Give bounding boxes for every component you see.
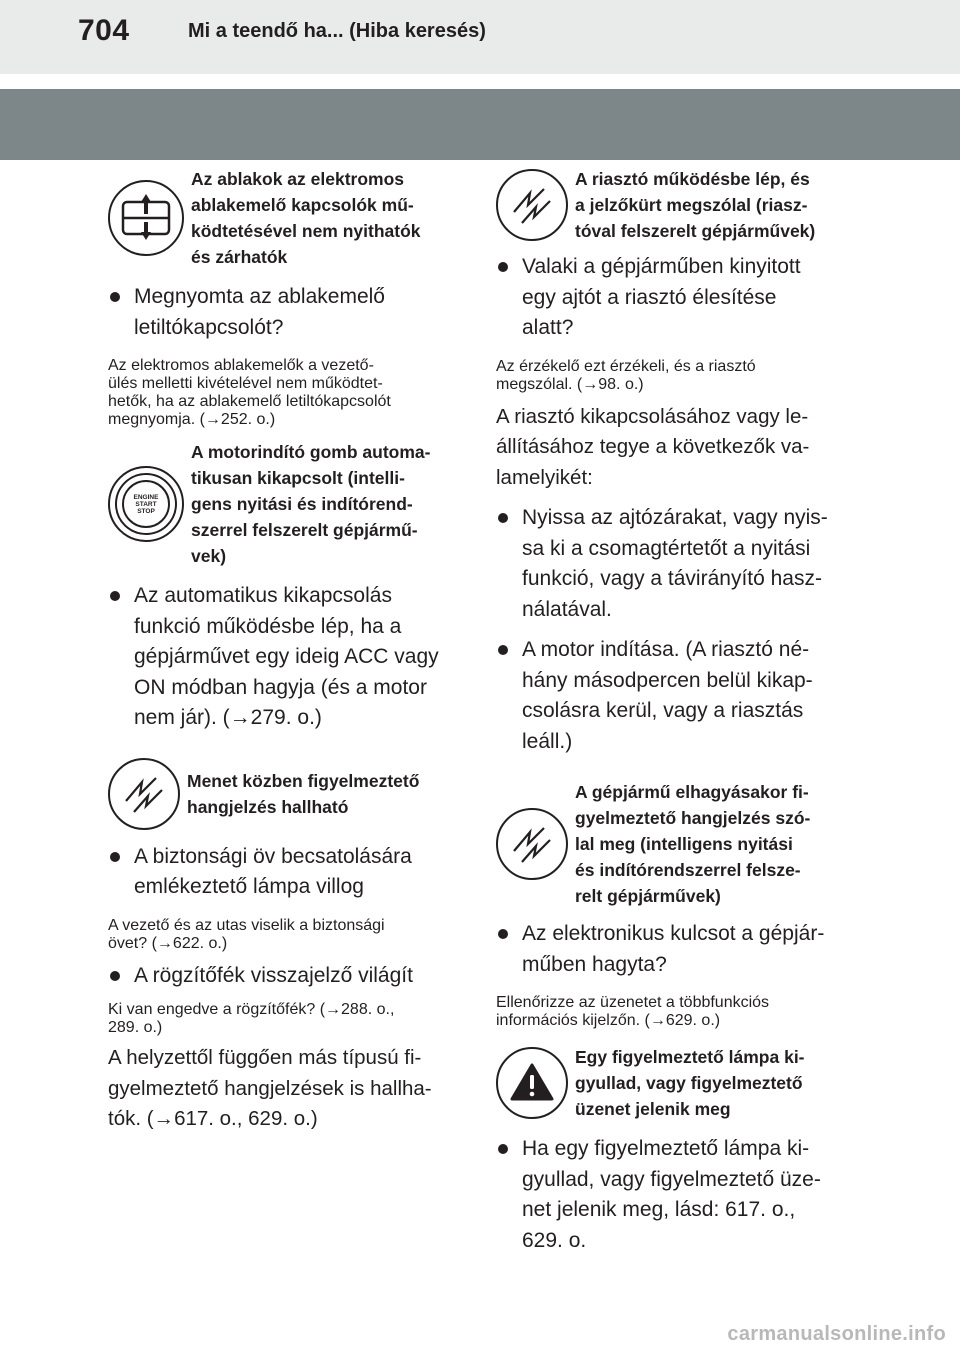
section-band xyxy=(0,89,960,160)
page-title: Mi a teendő ha... (Hiba keresés) xyxy=(188,20,486,42)
section-heading: Az ablakok az elektromos ablakemelő kapcsolók mű- ködtetésével nem nyithatók és zárhatók xyxy=(191,169,421,267)
bullet-dot xyxy=(498,262,508,272)
sound-icon xyxy=(108,758,180,830)
paragraph: A riasztó kikapcsolásához vagy le- állításához tegye a következők va- lamelyikét: xyxy=(496,404,810,489)
section-heading: Egy figyelmeztető lámpa ki- gyullad, vagy figyelmeztető üzenet jelenik meg xyxy=(575,1047,805,1119)
section-heading: A gépjármű elhagyásakor fi- gyelmeztető hangjelzés szó- lal meg (intelligens nyitási és indítórendszerrel felsze- relt gépjárművek) xyxy=(575,782,811,906)
right-column xyxy=(496,166,866,1256)
list-item: Nyissa az ajtózárakat, vagy nyis- sa ki a csomagtértetőt a nyitási funkció, vagy a távirányító hasz- nálatával. xyxy=(496,503,866,625)
warning-icon xyxy=(496,1047,568,1119)
section-heading: Menet közben figyelmeztető hangjelzés hallható xyxy=(187,770,420,817)
bullet-dot xyxy=(498,645,508,655)
engine-start-section xyxy=(108,439,478,734)
section-heading: A riasztó működésbe lép, és a jelzőkürt megszólal (riasz- tóval felszerelt gépjárművek) xyxy=(575,169,816,241)
sound-icon xyxy=(496,169,568,241)
power-window-section xyxy=(108,166,478,429)
key-left-section xyxy=(496,779,866,1030)
bullet-dot xyxy=(110,591,120,601)
list-item: Az automatikus kikapcsolás funkció működésbe lép, ha a gépjárművet egy ideig ACC vagy ON módban hagyja (és a motor nem jár). (→279. o.) xyxy=(108,581,478,734)
list-item: Ha egy figyelmeztető lámpa ki- gyullad, vagy figyelmeztető üze- net jelenik meg, lásd: 617. o., 629. o. xyxy=(496,1134,866,1256)
bullet-dot xyxy=(110,971,120,981)
bullet-dot xyxy=(498,1144,508,1154)
note-text: Az elektromos ablakemelők a vezető- ülés melletti kivételével nem működtet- hetők, ha az ablakemelő letiltókapcsolót megnyomja. (→252. o.) xyxy=(108,357,391,428)
note-text: Ki van engedve a rögzítőfék? (→288. o., 289. o.) xyxy=(108,1001,395,1036)
paragraph: A helyzettől függően más típusú fi- gyelmeztető hangjelzések is hallha- tók. (→617. o., 629. o.) xyxy=(108,1046,432,1130)
page-header xyxy=(0,0,960,74)
bullet-dot xyxy=(110,292,120,302)
seatbelt-sound-section xyxy=(108,758,478,1135)
note-text: Az érzékelő ezt érzékeli, és a riasztó megszólal. (→98. o.) xyxy=(496,357,756,393)
warning-light-section xyxy=(496,1044,866,1256)
bullet-dot xyxy=(110,852,120,862)
start-label: START xyxy=(135,500,157,508)
page-number: 704 xyxy=(78,14,130,47)
list-item: Valaki a gépjárműben kinyitott egy ajtót a riasztó élesítése alatt? xyxy=(496,252,866,344)
list-item: A rögzítőfék visszajelző világít xyxy=(108,961,478,992)
bullet-dot xyxy=(498,513,508,523)
list-item: Megnyomta az ablakemelő letiltókapcsolót? xyxy=(108,282,478,343)
list-item: A biztonsági öv becsatolására emlékeztető lámpa villog xyxy=(108,842,478,903)
watermark: carmanualsonline.info xyxy=(727,1323,946,1345)
engine-start-stop-icon xyxy=(108,466,184,542)
stop-label: STOP xyxy=(137,507,155,515)
list-item: Az elektronikus kulcsot a gépjár- műben hagyta? xyxy=(496,919,866,980)
left-column xyxy=(108,166,478,1135)
sound-icon xyxy=(496,808,568,880)
engine-label: ENGINE xyxy=(133,493,159,501)
bullet-dot xyxy=(498,929,508,939)
section-heading: A motorindító gomb automa- tikusan kikapcsolt (intelli- gens nyitási és indítórend- szerrel felszerelt gépjármű- vek) xyxy=(191,442,431,566)
list-item: A motor indítása. (A riasztó né- hány másodpercen belül kikap- csolásra kerül, vagy a riasztás leáll.) xyxy=(496,635,866,757)
power-window-icon xyxy=(108,180,184,256)
alarm-section xyxy=(496,166,866,757)
note-text: Ellenőrizze az üzenetet a többfunkciós információs kijelzőn. (→629. o.) xyxy=(496,994,770,1029)
note-text: A vezető és az utas viselik a biztonsági övet? (→622. o.) xyxy=(108,916,385,952)
